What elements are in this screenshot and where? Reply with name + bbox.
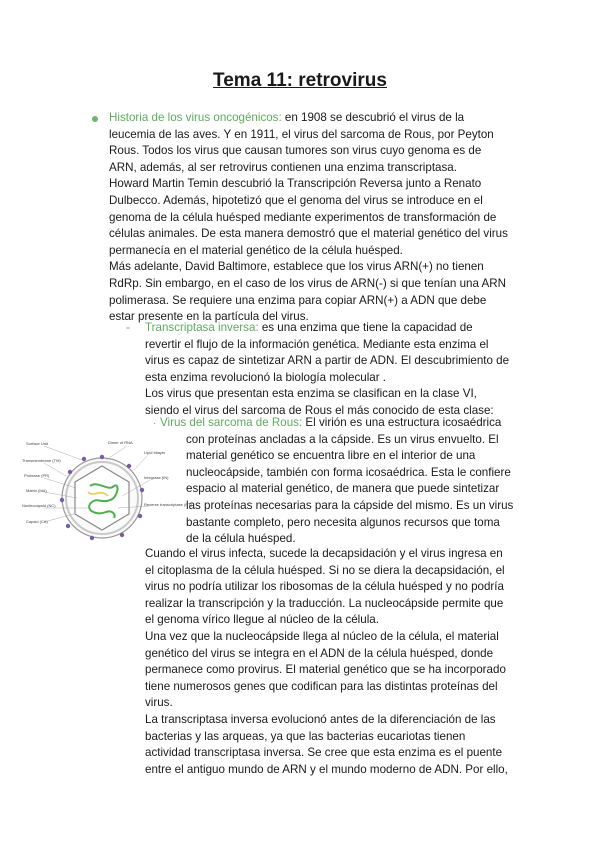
section2-heading: Transcriptasa inversa: [145,321,259,334]
text-line: Rous. Todos los virus que causan tumores son virus cuyo genoma es de [109,144,482,158]
middot-bullet: · [153,418,157,429]
text-line: espacio al material genético, de manera que puede sintetizar [186,482,500,496]
text-line: tiene numerosos genes que codifican para las distintas proteínas del [145,679,498,693]
text-line: Más adelante, David Baltimore, establece que los virus ARN(+) no tienen [109,260,484,274]
dash-bullet: - [126,320,130,334]
text-line: virus no podría utilizar los ribosomas de la célula huésped y no podría [145,580,504,594]
text-line: estar presente en la partícula del virus. [109,310,309,324]
label-reverse-transcriptase: Reverse transcriptase (RT) [144,502,192,507]
text-line: ARN, además, al ser retrovirus contienen una enzima transcriptasa. [109,160,457,174]
label-dimer-rna: Dimer of RNA [108,440,133,445]
bullet-point [92,116,98,122]
text-line: material genético se encuentra libre en el interior de una [186,449,476,463]
text-line: polimerasa. Se requiere una enzima para copiar ARN(+) a ADN que debe [109,293,487,307]
text-line: permanece como provirus. El material genético que se ha incorporado [145,663,506,677]
label-matrix: Matrix (MA) [26,488,47,493]
section1-first-line: Historia de los virus oncogénicos: en 1908 se descubrió el virus de la [109,111,465,124]
text-line: con proteínas ancladas a la cápside. Es un virus envuelto. El [186,432,499,446]
text-line: leucemia de las aves. Y en 1911, el virus del sarcoma de Rous, por Peyton [109,127,494,141]
text-line: Los virus que presentan esta enzima se clasifican en la clase VI, [145,387,477,401]
text-line: el genoma vírico llegue al núcleo de la célula. [145,613,379,627]
text-line: genoma de la célula huésped mediante experimentos de transformación de [109,210,497,224]
label-integrase: Integrase (IN) [144,475,169,480]
label-nucleocapsid: Nucleocapsid (NC) [22,503,56,508]
label-transmembrane: Transmembrane (TM) [22,458,61,463]
text-line: genético del virus se integra en el ADN de la célula huésped, donde [145,646,494,660]
section3-heading: Virus del sarcoma de Rous: [160,416,303,429]
section1-heading: Historia de los virus oncogénicos: [109,111,282,124]
label-lipid-bilayer: Lipid bilayer [144,450,166,455]
text-line: virus es capaz de sintetizar ARN a partir de ADN. El descubrimiento de [145,354,510,368]
label-capsid: Capsid (CA) [26,519,48,524]
page-title: Tema 11: retrovirus [213,70,387,91]
section2-first-line: Transcriptasa inversa: es una enzima que tiene la capacidad de [145,321,473,334]
text-line: esta enzima revolucionó la biología molecular . [145,370,387,384]
text-line: actividad transcriptasa inversa. Se cree que esta enzima es el puente [145,746,503,760]
text-line: permanecía en el material genético de la célula huésped. [109,243,403,257]
text-line: siendo el virus del sarcoma de Rous el más conocido de esta clase: [145,404,494,417]
retrovirus-diagram [22,438,192,558]
section3-first-line: Virus del sarcoma de Rous: El virión es una estructura icosaédrica [160,416,502,429]
text-line: RdRp. Sin embargo, en el caso de los virus de ARN(-) si que tenían una ARN [109,277,506,290]
text-line: las proteínas necesarias para la cápside del mismo. Es un virus [186,499,514,512]
text-line: entre el antiguo mundo de ARN y el mundo moderno de ADN. Por ello, [145,762,508,776]
text-line: virus. [145,696,173,710]
text-line: células animales. De esta manera demostró que el material genético del virus [109,227,508,241]
text-line: Howard Martin Temin descubrió la Transcripción Reversa junto a Renato [109,177,482,191]
text-line: revertir el flujo de la información genética. Mediante esta enzima el [145,337,489,351]
text-line: Dulbecco. Además, hipotetizó que el genoma del virus se introduce en el [109,194,483,207]
text-line: Cuando el virus infecta, sucede la decapsidación y el virus ingresa en [145,547,503,560]
text-line: el citoplasma de la célula huésped. Si no se diera la decapsidación, el [145,563,505,577]
label-protease: Protease (PR) [24,473,50,478]
text-line: La transcriptasa inversa evolucionó antes de la diferenciación de las [145,713,496,726]
text-line: Una vez que la nucleocápside llega al núcleo de la célula, el material [145,630,499,643]
text-line: realizar la transcripción y la traducción. La nucleocápside permite que [145,596,504,610]
text-line: bastante completo, pero necesita algunos recursos que toma [186,515,500,529]
text-line: de la célula huésped. [186,532,296,546]
text-line: bacterias y las arqueas, ya que las bacterias eucariotas tienen [145,729,466,743]
label-surface-unit: Surface Unit [26,441,49,446]
text-line: nucleocápside, también con forma icosaédrica. Esta le confiere [186,465,511,479]
